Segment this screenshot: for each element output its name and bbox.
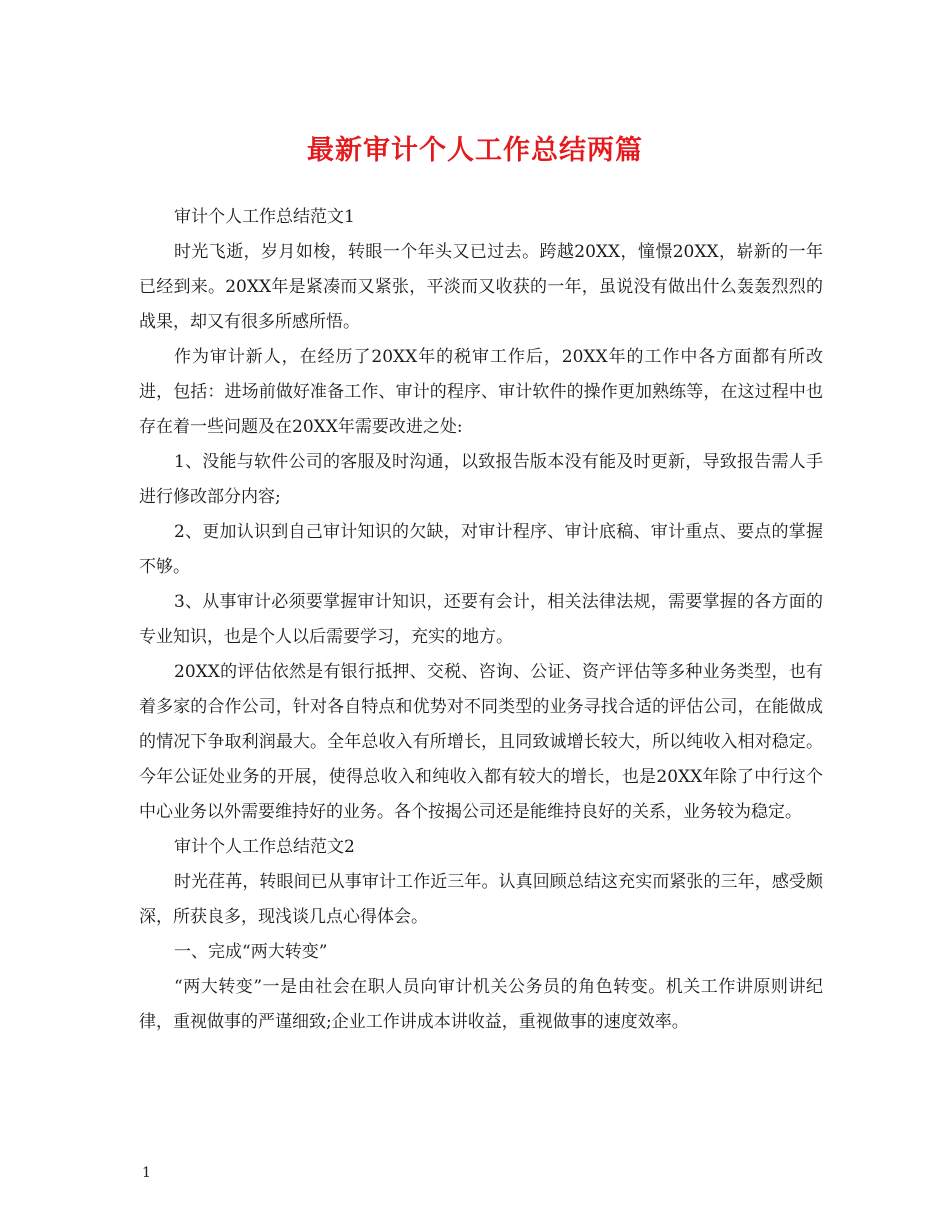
list-item: 2、更加认识到自己审计知识的欠缺，对审计程序、审计底稿、审计重点、要点的掌握不够。 [139, 522, 823, 577]
list-item: 1、没能与软件公司的客服及时沟通，以致报告版本没有能及时更新，导致报告需人手进行修改部分内容; [139, 452, 823, 507]
paragraph: 作为审计新人，在经历了20XX年的税审工作后，20XX年的工作中各方面都有所改进，包括：进场前做好准备工作、审计的程序、审计软件的操作更加熟练等，在这过程中也存在着一些问题及在20XX年需要改进之处: [139, 347, 823, 437]
subsection-heading: 一、完成“两大转变” [174, 942, 328, 962]
document-title: 最新审计个人工作总结两篇 [307, 135, 643, 166]
list-item: 3、从事审计必须要掌握审计知识，还要有会计，相关法律法规，需要掌握的各方面的专业知识，也是个人以后需要学习，充实的地方。 [139, 592, 823, 647]
paragraph: “两大转变”一是由社会在职人员向审计机关公务员的角色转变。机关工作讲原则讲纪律，重视做事的严谨细致;企业工作讲成本讲收益，重视做事的速度效率。 [139, 977, 823, 1032]
document-body [139, 200, 823, 1040]
page-number: 1 [142, 1165, 151, 1181]
paragraph: 时光飞逝，岁月如梭，转眼一个年头又已过去。跨越20XX，憧憬20XX，崭新的一年已经到来。20XX年是紧凑而又紧张，平淡而又收获的一年，虽说没有做出什么轰轰烈烈的战果，却又有很多所感所悟。 [139, 242, 823, 332]
paragraph: 时光荏苒，转眼间已从事审计工作近三年。认真回顾总结这充实而紧张的三年，感受颇深，所获良多，现浅谈几点心得体会。 [139, 872, 823, 927]
paragraph: 20XX的评估依然是有银行抵押、交税、咨询、公证、资产评估等多种业务类型，也有着多家的合作公司，针对各自特点和优势对不同类型的业务寻找合适的评估公司，在能做成的情况下争取利润最大。全年总收入有所增长，且同致诚增长较大，所以纯收入相对稳定。今年公证处业务的开展，使得总收入和纯收入都有较大的增长，也是20XX年除了中行这个中心业务以外需要维持好的业务。各个按揭公司还是能维持良好的关系，业务较为稳定。 [139, 662, 823, 822]
section-heading-1: 审计个人工作总结范文1 [174, 207, 355, 227]
section-heading-2: 审计个人工作总结范文2 [174, 837, 355, 857]
